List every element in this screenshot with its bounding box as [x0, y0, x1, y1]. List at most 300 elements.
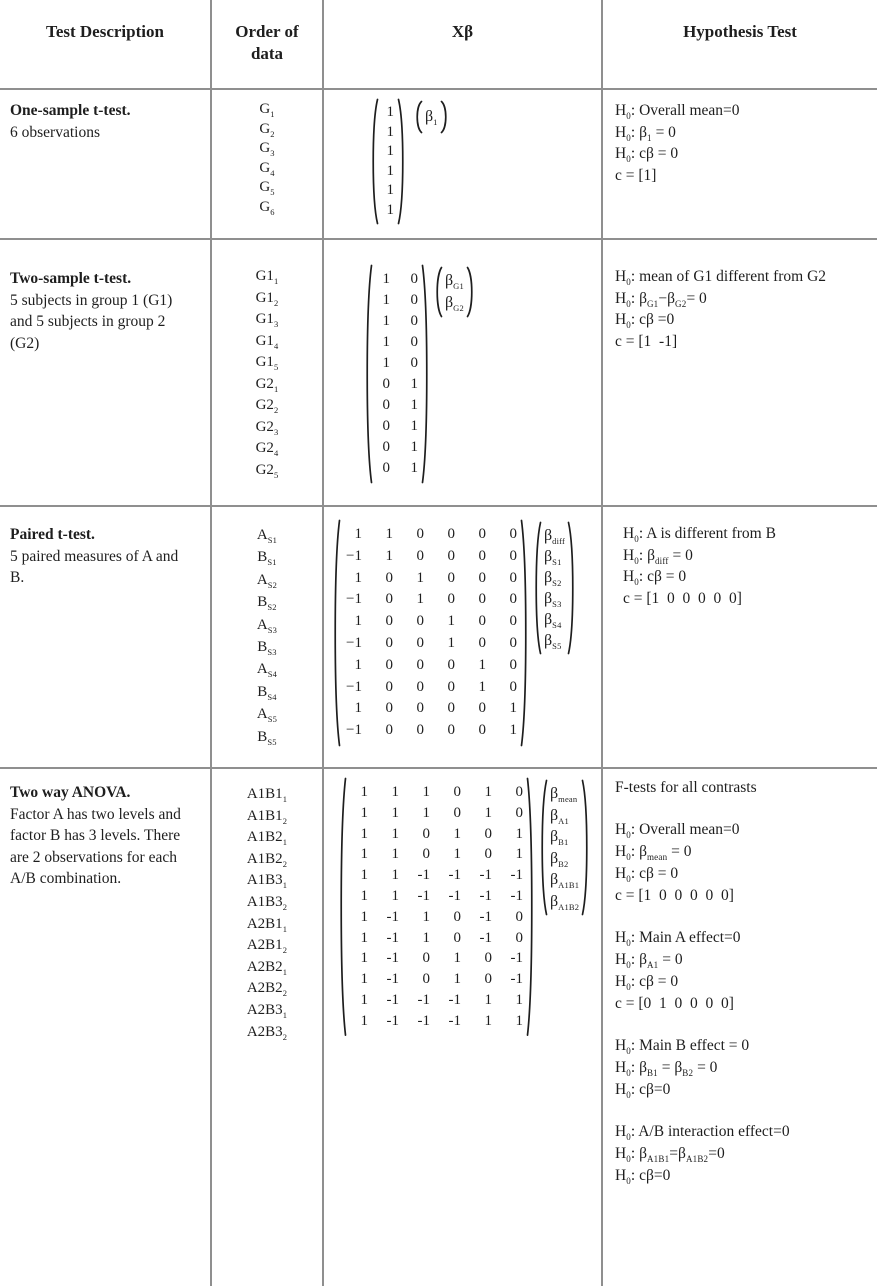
matrix-value: 0: [385, 634, 393, 651]
matrix-value: 1: [386, 201, 394, 218]
order-item: $A2B2_1$: [246, 958, 288, 977]
header-order-of-data: [212, 0, 324, 90]
hypothesis-line: $H_0$: cβ = 0: [615, 973, 679, 992]
right-paren-icon: [440, 100, 449, 134]
header-hypothesis-test: [603, 0, 877, 90]
design-matrix: [370, 98, 406, 225]
matrix-value: 0: [382, 397, 390, 413]
design-matrix-values: [379, 98, 397, 225]
matrix-value: 1: [360, 804, 368, 821]
matrix-value: 1: [447, 613, 455, 630]
matrix-value: 1: [354, 526, 362, 542]
matrix-value: 1: [354, 569, 362, 586]
order-item: $A_{S2}$: [256, 571, 278, 590]
matrix-value: 1: [509, 700, 517, 717]
matrix-value: 0: [515, 804, 523, 821]
order-item: $G1_3$: [255, 311, 279, 329]
test-title: Paired t-test.: [10, 526, 95, 543]
beta-vector-values: [542, 521, 567, 655]
matrix-value: 0: [509, 656, 517, 673]
beta-vector-values: [548, 779, 581, 916]
matrix-value: 0: [484, 825, 492, 842]
matrix-value: 1: [360, 887, 368, 904]
order-item: $B_{S3}$: [257, 639, 277, 658]
hypothesis-group: [615, 100, 873, 186]
matrix-value: 1: [422, 908, 430, 925]
matrix-value: -1: [386, 908, 399, 925]
matrix-value: 1: [391, 846, 399, 863]
hypothesis-line: $H_0$: cβ = 0: [615, 145, 679, 164]
description-cell-two-sample: [0, 240, 212, 507]
order-item: $G_5$: [259, 179, 275, 197]
hypothesis-line: F-tests for all contrasts: [615, 779, 757, 796]
matrix-value: 1: [386, 104, 394, 120]
matrix-value: 0: [385, 722, 393, 739]
design-cell-paired: [324, 507, 603, 769]
matrix-value: 1: [410, 418, 418, 434]
matrix-value: -1: [417, 867, 430, 884]
order-item: $A_{S1}$: [256, 527, 278, 545]
matrix-value: −1: [346, 634, 362, 651]
design-matrix-values: [373, 264, 421, 484]
matrix-value: 1: [386, 143, 394, 159]
matrix-value: 1: [391, 784, 399, 800]
matrix-value: 0: [515, 908, 523, 925]
matrix-value: 0: [416, 613, 424, 630]
matrix-value: 1: [360, 846, 368, 863]
order-item: $A1B2_1$: [246, 829, 288, 848]
matrix-value: 0: [484, 846, 492, 863]
hypothesis-line: $H_0$: A/B interaction effect=0: [615, 1123, 790, 1142]
hypothesis-line: c = [1 0 0 0 0 0]: [623, 589, 742, 607]
matrix-value: 0: [416, 722, 424, 739]
order-item: $A1B2_2$: [246, 850, 288, 869]
header-xb-label: Xβ: [451, 22, 474, 41]
matrix-value: 1: [386, 182, 394, 198]
beta-entry: $\beta_{S3}$: [544, 590, 562, 609]
matrix-value: 0: [478, 547, 486, 564]
matrix-value: 1: [515, 1012, 523, 1029]
matrix-value: 1: [410, 397, 418, 413]
beta-vector: [434, 266, 475, 318]
matrix-value: -1: [479, 908, 492, 925]
hypothesis-line: $H_0$: cβ=0: [615, 1167, 671, 1186]
matrix-value: 0: [447, 722, 455, 739]
order-item: $G1_5$: [255, 354, 279, 372]
matrix-value: 0: [385, 591, 393, 608]
matrix-value: 0: [410, 292, 418, 308]
matrix-value: 1: [360, 908, 368, 925]
matrix-value: 0: [447, 526, 455, 542]
matrix-value: -1: [386, 991, 399, 1008]
matrix-value: 1: [410, 439, 418, 455]
matrix-value: 1: [382, 355, 390, 371]
right-paren-icon: [397, 98, 406, 225]
order-item: $B_{S4}$: [257, 683, 277, 702]
hypothesis-line: $H_0$: Main A effect=0: [615, 929, 741, 948]
design-matrix: [332, 519, 529, 747]
hypothesis-group: [615, 927, 873, 1015]
test-body: 5 subjects in group 1 (G1) and 5 subjects in group 2 (G2): [10, 291, 173, 352]
beta-vector: [539, 779, 590, 916]
matrix-value: 1: [422, 804, 430, 821]
hypothesis-group: [615, 1121, 873, 1187]
header-order-of-data-label: Order of data: [235, 22, 299, 63]
matrix-value: 1: [360, 1012, 368, 1029]
matrix-value: 1: [382, 292, 390, 308]
matrix-value: −1: [346, 547, 362, 564]
hypothesis-line: $H_0$: Overall mean=0: [615, 102, 740, 121]
matrix-value: 1: [410, 376, 418, 392]
matrix-value: 1: [509, 722, 517, 739]
beta-entry: $\beta_{S2}$: [544, 569, 562, 588]
matrix-value: 0: [447, 569, 455, 586]
beta-entry: $\beta_{S4}$: [544, 611, 562, 630]
beta-entry: $\beta_{B1}$: [550, 828, 569, 847]
matrix-value: 1: [453, 825, 461, 842]
matrix-value: −1: [346, 678, 362, 695]
matrix-value: 0: [422, 825, 430, 842]
description-cell-one-sample: [0, 90, 212, 240]
matrix-value: 0: [478, 569, 486, 586]
order-cell-paired: [212, 507, 324, 769]
matrix-value: 0: [385, 656, 393, 673]
matrix-value: 1: [391, 804, 399, 821]
order-item: $A_{S3}$: [256, 616, 278, 635]
matrix-value: 0: [447, 678, 455, 695]
beta-entry: $\beta_{S1}$: [544, 548, 562, 567]
matrix-value: 1: [453, 950, 461, 967]
right-paren-icon: [421, 264, 430, 484]
order-item: $A1B3_1$: [246, 872, 288, 891]
header-test-description: [0, 0, 212, 90]
matrix-value: 1: [386, 162, 394, 179]
matrix-value: 0: [447, 547, 455, 564]
matrix-value: -1: [510, 950, 523, 967]
order-item: $G_4$: [259, 159, 275, 178]
matrix-value: 0: [478, 634, 486, 651]
matrix-value: 0: [382, 439, 390, 455]
matrix-value: −1: [346, 591, 362, 608]
matrix-value: -1: [479, 929, 492, 946]
header-xb: [324, 0, 603, 90]
hypothesis-group: [615, 819, 873, 907]
matrix-value: 1: [360, 971, 368, 988]
beta-entry: $\beta_{G1}$: [445, 272, 464, 291]
hypothesis-group: [615, 777, 873, 799]
matrix-value: 1: [484, 1012, 492, 1029]
matrix-value: 1: [391, 867, 399, 884]
beta-entry: $\beta_{diff}$: [544, 527, 566, 546]
matrix-value: 1: [484, 991, 492, 1008]
matrix-value: 0: [478, 613, 486, 630]
test-title: Two-sample t-test.: [10, 270, 132, 287]
hypothesis-line: $H_0$: Main B effect = 0: [615, 1037, 750, 1056]
matrix-value: -1: [448, 867, 461, 884]
hypothesis-line: $H_0$: $\beta_{A1} = 0$: [615, 951, 683, 970]
test-title: Two way ANOVA.: [10, 784, 131, 801]
left-paren-icon: [338, 777, 347, 1037]
order-item: $G_1$: [259, 101, 275, 119]
right-paren-icon: [526, 777, 535, 1037]
matrix-value: 0: [515, 784, 523, 800]
matrix-value: -1: [479, 887, 492, 904]
hypothesis-line: $H_0$: cβ=0: [615, 1081, 671, 1100]
matrix-value: 1: [416, 569, 424, 586]
beta-entry: $\beta_{mean}$: [550, 785, 578, 804]
order-cell-two-sample: [212, 240, 324, 507]
matrix-value: 0: [416, 547, 424, 564]
matrix-value: 1: [354, 656, 362, 673]
hypothesis-cell-two-sample: [603, 240, 877, 507]
hypothesis-line: c = [1 -1]: [615, 332, 678, 350]
design-matrix-values: [341, 519, 520, 747]
design-matrix-values: [347, 777, 526, 1037]
right-paren-icon: [581, 779, 590, 916]
hypothesis-group: [623, 523, 873, 609]
matrix-value: 0: [416, 678, 424, 695]
left-paren-icon: [434, 266, 443, 318]
matrix-value: 0: [385, 678, 393, 695]
right-paren-icon: [466, 266, 475, 318]
matrix-value: 0: [416, 656, 424, 673]
hypothesis-line: $H_0$: $\beta_{G1}-\beta_{G2}= 0$: [615, 289, 707, 309]
matrix-value: -1: [417, 1012, 430, 1029]
hypothesis-cell-one-sample: [603, 90, 877, 240]
order-item: $B_{S5}$: [257, 728, 277, 747]
hypothesis-line: $H_0$: A is different from B: [623, 525, 776, 544]
test-body: 6 observations: [10, 123, 100, 141]
order-item: $G2_3$: [255, 418, 279, 437]
hypothesis-line: $H_0$: cβ = 0: [615, 865, 679, 884]
matrix-value: 0: [416, 700, 424, 717]
header-hypothesis-test-label: Hypothesis Test: [683, 22, 797, 41]
matrix-value: 0: [410, 334, 418, 350]
matrix-value: 0: [484, 950, 492, 967]
hypothesis-line: $H_0$: $\beta_1 = 0$: [615, 123, 676, 143]
order-item: $A2B3_2$: [246, 1023, 288, 1042]
beta-vector: [533, 521, 576, 655]
matrix-value: 1: [416, 591, 424, 608]
matrix-value: 0: [484, 971, 492, 988]
design-cell-anova: [324, 769, 603, 1286]
order-item: $A1B1_2$: [246, 807, 288, 826]
matrix-value: -1: [417, 991, 430, 1008]
matrix-value: 1: [382, 334, 390, 350]
beta-entry: $\beta_{G2}$: [445, 294, 464, 313]
matrix-value: 0: [422, 950, 430, 967]
beta-entry: $\beta_{A1B1}$: [550, 871, 580, 890]
order-item: $B_{S1}$: [257, 549, 277, 568]
order-item: $A2B1_1$: [246, 915, 288, 934]
matrix-value: 0: [447, 591, 455, 608]
order-item: $A_{S5}$: [256, 706, 278, 725]
order-item: $A1B3_2$: [246, 893, 288, 912]
order-item: $G2_2$: [255, 397, 279, 415]
order-item: $B_{S2}$: [257, 594, 277, 613]
matrix-value: -1: [417, 887, 430, 904]
design-cell-one-sample: [324, 90, 603, 240]
matrix-value: 1: [422, 929, 430, 946]
matrix-value: 0: [509, 547, 517, 564]
matrix-value: 1: [360, 825, 368, 842]
beta-entry: $\beta_{A1B2}$: [550, 892, 580, 912]
header-test-description-label: Test Description: [46, 22, 164, 41]
order-item: $G1_1$: [255, 268, 279, 286]
hypothesis-group: [615, 266, 873, 352]
matrix-value: 1: [382, 271, 390, 287]
matrix-value: 1: [360, 929, 368, 946]
matrix-value: 1: [478, 656, 486, 673]
matrix-value: -1: [510, 887, 523, 904]
order-item: $A1B1_1$: [246, 786, 288, 804]
hypothesis-line: $H_0$: $\beta_{A1B1}=\beta_{A1B2}=0$: [615, 1145, 725, 1164]
design-matrix: [364, 264, 430, 484]
matrix-value: 1: [447, 634, 455, 651]
beta-vector: [414, 100, 449, 134]
matrix-value: 1: [453, 971, 461, 988]
beta-entry: $\beta_{B2}$: [550, 849, 569, 869]
matrix-value: 1: [422, 784, 430, 800]
matrix-value: 0: [410, 313, 418, 329]
hypothesis-line: c = [1 0 0 0 0 0]: [615, 887, 734, 904]
left-paren-icon: [533, 521, 542, 655]
hypothesis-line: c = [1]: [615, 166, 657, 184]
matrix-value: 0: [382, 376, 390, 392]
matrix-value: 1: [515, 825, 523, 842]
matrix-value: 0: [515, 929, 523, 946]
matrix-value: 0: [478, 722, 486, 739]
hypothesis-cell-paired: [603, 507, 877, 769]
order-item: $G2_5$: [255, 461, 279, 480]
hypothesis-line: $H_0$: cβ =0: [615, 311, 675, 330]
matrix-value: 0: [509, 591, 517, 608]
matrix-value: 1: [453, 846, 461, 863]
matrix-value: 1: [478, 678, 486, 695]
hypothesis-line: $H_0$: mean of G1 different from G2: [615, 268, 827, 287]
matrix-value: 1: [360, 784, 368, 800]
matrix-value: -1: [448, 1012, 461, 1029]
hypothesis-line: $H_0$: $\beta_{B1} = \beta_{B2} = 0$: [615, 1059, 718, 1078]
matrix-value: 1: [382, 313, 390, 329]
left-paren-icon: [332, 519, 341, 747]
description-cell-anova: [0, 769, 212, 1286]
order-item: $G2_4$: [255, 440, 279, 458]
matrix-value: 0: [422, 846, 430, 863]
right-paren-icon: [567, 521, 576, 655]
matrix-value: 0: [410, 271, 418, 287]
matrix-value: 0: [447, 700, 455, 717]
matrix-value: 0: [416, 634, 424, 651]
hypothesis-cell-anova: [603, 769, 877, 1286]
hypothesis-line: c = [0 1 0 0 0 0]: [615, 995, 734, 1012]
matrix-value: 0: [385, 569, 393, 586]
matrix-value: 1: [484, 784, 492, 800]
matrix-value: -1: [386, 1012, 399, 1029]
matrix-value: 0: [478, 700, 486, 717]
order-item: $G_3$: [259, 140, 275, 158]
matrix-value: 1: [385, 526, 393, 542]
order-item: $A2B2_2$: [246, 980, 288, 999]
matrix-value: 1: [391, 825, 399, 842]
description-cell-paired: [0, 507, 212, 769]
order-item: $A2B1_2$: [246, 937, 288, 956]
matrix-value: 1: [360, 991, 368, 1008]
order-item: $A_{S4}$: [256, 661, 278, 680]
order-cell-one-sample: [212, 90, 324, 240]
design-matrix: [338, 777, 535, 1037]
matrix-value: 1: [515, 991, 523, 1008]
beta-entry: $\beta_{S5}$: [544, 632, 562, 651]
matrix-value: 0: [410, 355, 418, 371]
matrix-value: 0: [478, 526, 486, 542]
matrix-value: 0: [509, 569, 517, 586]
matrix-value: 1: [386, 123, 394, 140]
matrix-value: 0: [509, 526, 517, 542]
hypothesis-group: [615, 1035, 873, 1101]
matrix-value: 0: [416, 526, 424, 542]
matrix-value: 0: [453, 929, 461, 946]
hypothesis-line: $H_0$: cβ = 0: [623, 568, 687, 587]
matrix-value: 1: [360, 950, 368, 967]
beta-entry: $\beta_1$: [425, 108, 438, 127]
design-cell-two-sample: [324, 240, 603, 507]
matrix-value: -1: [479, 867, 492, 884]
matrix-value: -1: [386, 929, 399, 946]
matrix-value: 0: [447, 656, 455, 673]
matrix-value: 0: [382, 460, 390, 476]
test-body: Factor A has two levels and factor B has 3 levels. There are 2 observations for each A/B combination.: [10, 805, 181, 887]
hypothesis-line: $H_0$: $\beta_{mean} = 0$: [615, 843, 692, 862]
matrix-value: 1: [484, 804, 492, 821]
matrix-value: -1: [448, 887, 461, 904]
hypothesis-line: $H_0$: Overall mean=0: [615, 821, 740, 840]
beta-vector-values: [443, 266, 466, 318]
matrix-value: 1: [410, 460, 418, 476]
matrix-value: 0: [382, 418, 390, 434]
matrix-value: -1: [510, 867, 523, 884]
matrix-value: 0: [453, 908, 461, 925]
matrix-value: 0: [509, 613, 517, 630]
matrix-value: 0: [509, 634, 517, 651]
left-paren-icon: [370, 98, 379, 225]
matrix-value: −1: [346, 722, 362, 739]
order-item: $G1_2$: [255, 289, 279, 308]
matrix-value: 0: [509, 678, 517, 695]
matrix-value: 0: [422, 971, 430, 988]
matrix-value: 1: [360, 867, 368, 884]
order-item: $G1_4$: [255, 332, 279, 351]
matrix-value: 1: [391, 887, 399, 904]
left-paren-icon: [414, 100, 423, 134]
left-paren-icon: [364, 264, 373, 484]
order-item: $G_2$: [259, 120, 275, 139]
right-paren-icon: [520, 519, 529, 747]
matrix-value: -1: [386, 950, 399, 967]
matrix-value: 0: [385, 700, 393, 717]
matrix-value: -1: [448, 991, 461, 1008]
order-cell-anova: [212, 769, 324, 1286]
matrix-value: 0: [453, 804, 461, 821]
matrix-value: 1: [354, 613, 362, 630]
beta-entry: $\beta_{A1}$: [550, 806, 569, 826]
matrix-value: 0: [453, 784, 461, 800]
matrix-value: 1: [385, 547, 393, 564]
matrix-value: -1: [386, 971, 399, 988]
left-paren-icon: [539, 779, 548, 916]
test-body: 5 paired measures of A and B.: [10, 547, 179, 586]
test-title: One-sample t-test.: [10, 102, 131, 119]
